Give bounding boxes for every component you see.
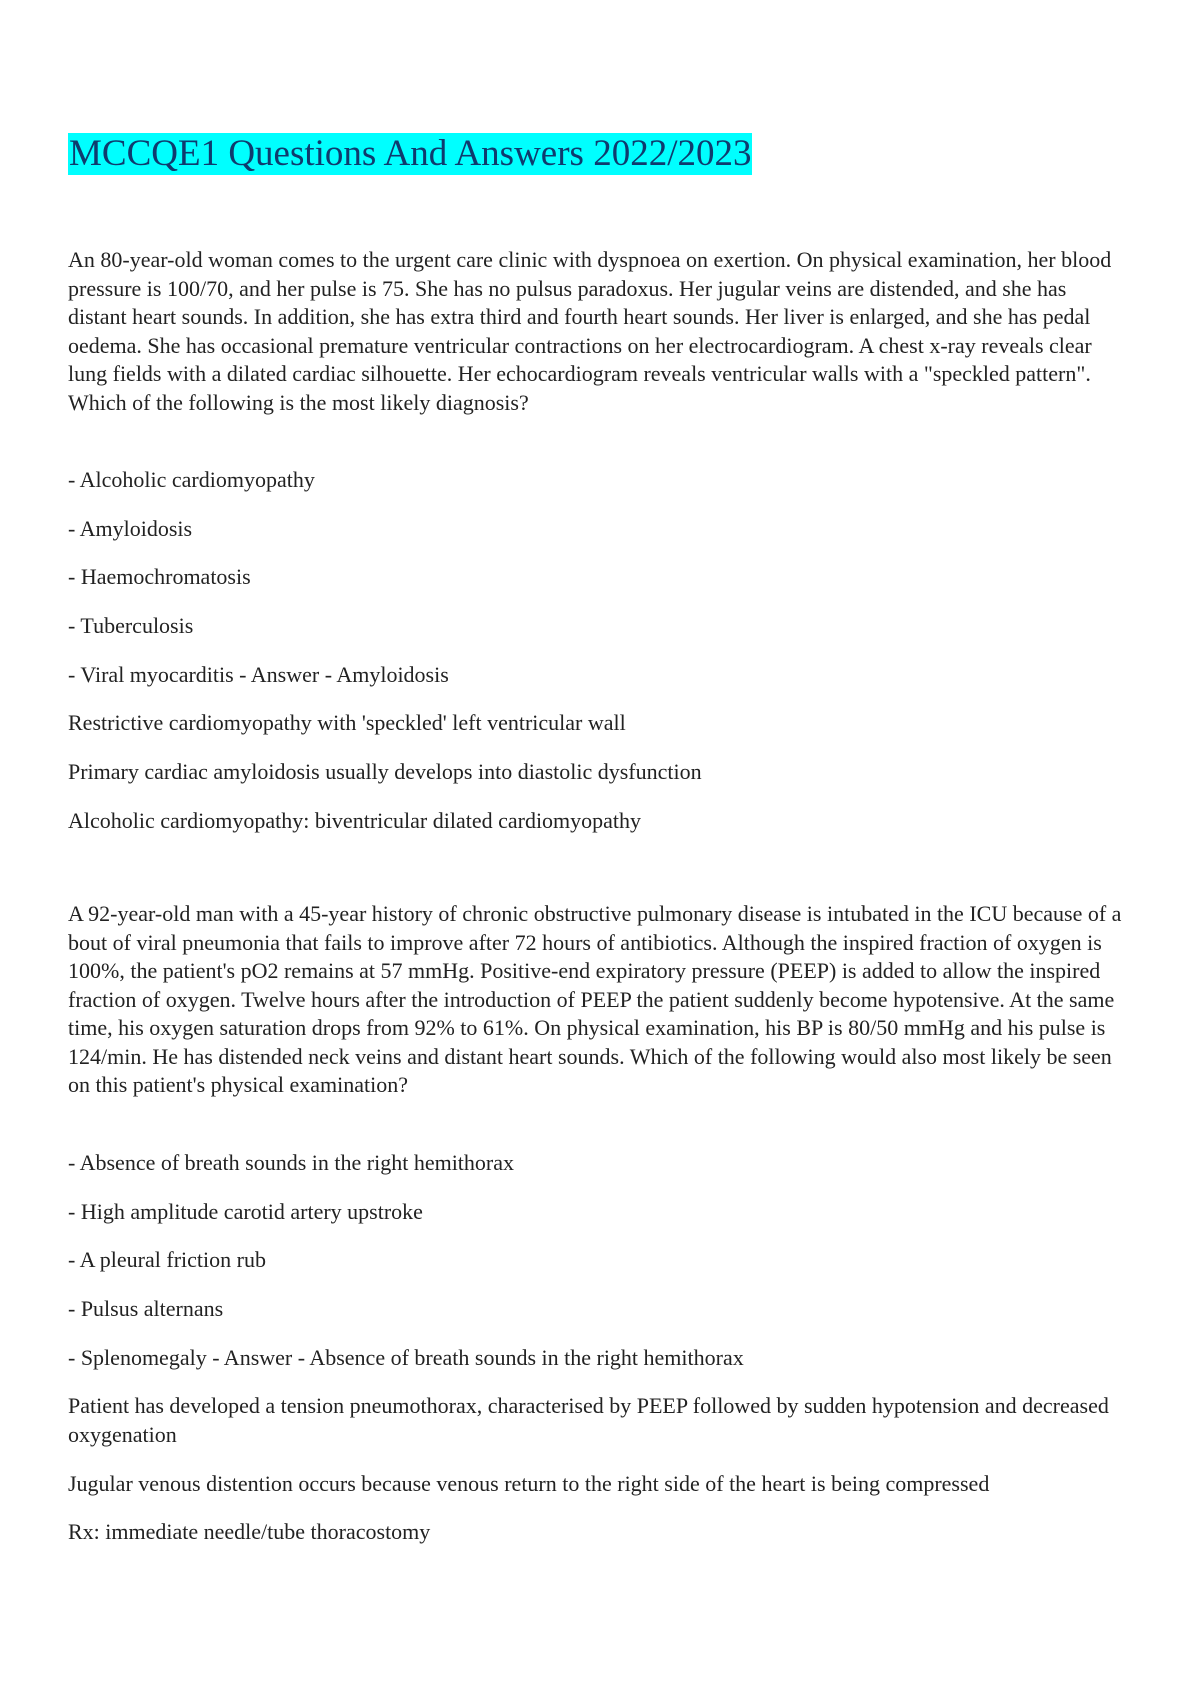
answer-option: - Absence of breath sounds in the right hemithorax bbox=[68, 1150, 515, 1175]
explanation-line: Alcoholic cardiomyopathy: biventricular dilated cardiomyopathy bbox=[68, 807, 642, 833]
explanation-line: Patient has developed a tension pneumothorax, characterised by PEEP followed by sudden hypotension and decreased oxygenation bbox=[68, 1393, 1109, 1447]
answer-option: - Amyloidosis bbox=[68, 515, 193, 541]
question-2-stem-block bbox=[68, 900, 1128, 1100]
question-1-options bbox=[68, 466, 1128, 856]
title-wrap bbox=[68, 133, 752, 175]
explanation-line: Rx: immediate needle/tube thoracostomy bbox=[68, 1519, 431, 1545]
answer-option: - Splenomegaly - Answer - Absence of breath sounds in the right hemithorax bbox=[68, 1344, 744, 1370]
explanation-line: Primary cardiac amyloidosis usually develops into diastolic dysfunction bbox=[68, 759, 702, 785]
answer-option: - A pleural friction rub bbox=[68, 1247, 266, 1273]
question-stem: A 92-year-old man with a 45-year history of chronic obstructive pulmonary disease is intubated in the ICU because of a bout of viral pneumonia that fails to improve after 72 hours of antibiotics. Although the inspired fraction of oxygen is 100%, the patient's pO2 remains at 57 mmHg. Positive-end expiratory pressure (PEEP) is added to allow the inspired fraction of oxygen. Twelve hours after the introduction of PEEP the patient suddenly become hypotensive. At the same time, his oxygen saturation drops from 92% to 61%. On physical examination, his BP is 80/50 mmHg and his pulse is 124/min. He has distended neck veins and distant heart sounds. Which of the following would also most likely be seen on this patient's physical examination? bbox=[68, 901, 1122, 1097]
page-title: MCCQE1 Questions And Answers 2022/2023 bbox=[69, 133, 752, 174]
explanation-line: Restrictive cardiomyopathy with 'speckled' left ventricular wall bbox=[68, 710, 626, 736]
answer-option: - Viral myocarditis - Answer - Amyloidosis bbox=[68, 661, 449, 687]
question-2-options bbox=[68, 1149, 1128, 1567]
explanation-line: Jugular venous distention occurs because venous return to the right side of the heart is being compressed bbox=[68, 1470, 990, 1496]
answer-option: - Haemochromatosis bbox=[68, 564, 251, 590]
question-stem: An 80-year-old woman comes to the urgent care clinic with dyspnoea on exertion. On physical examination, her blood pressure is 100/70, and her pulse is 75. She has no pulsus paradoxus. Her jugular veins are distended, and she has distant heart sounds. In addition, she has extra third and fourth heart sounds. Her liver is enlarged, and she has pedal oedema. She has occasional premature ventricular contractions on her electrocardiogram. A chest x-ray reveals clear lung fields with a dilated cardiac silhouette. Her echocardiogram reveals ventricular walls with a "speckled pattern". Which of the following is the most likely diagnosis? bbox=[68, 247, 1112, 415]
answer-option: - Pulsus alternans bbox=[68, 1296, 224, 1322]
answer-option: - High amplitude carotid artery upstroke bbox=[68, 1198, 423, 1224]
answer-option: - Alcoholic cardiomyopathy bbox=[68, 467, 315, 492]
answer-option: - Tuberculosis bbox=[68, 613, 194, 639]
question-1-stem-block bbox=[68, 246, 1128, 417]
